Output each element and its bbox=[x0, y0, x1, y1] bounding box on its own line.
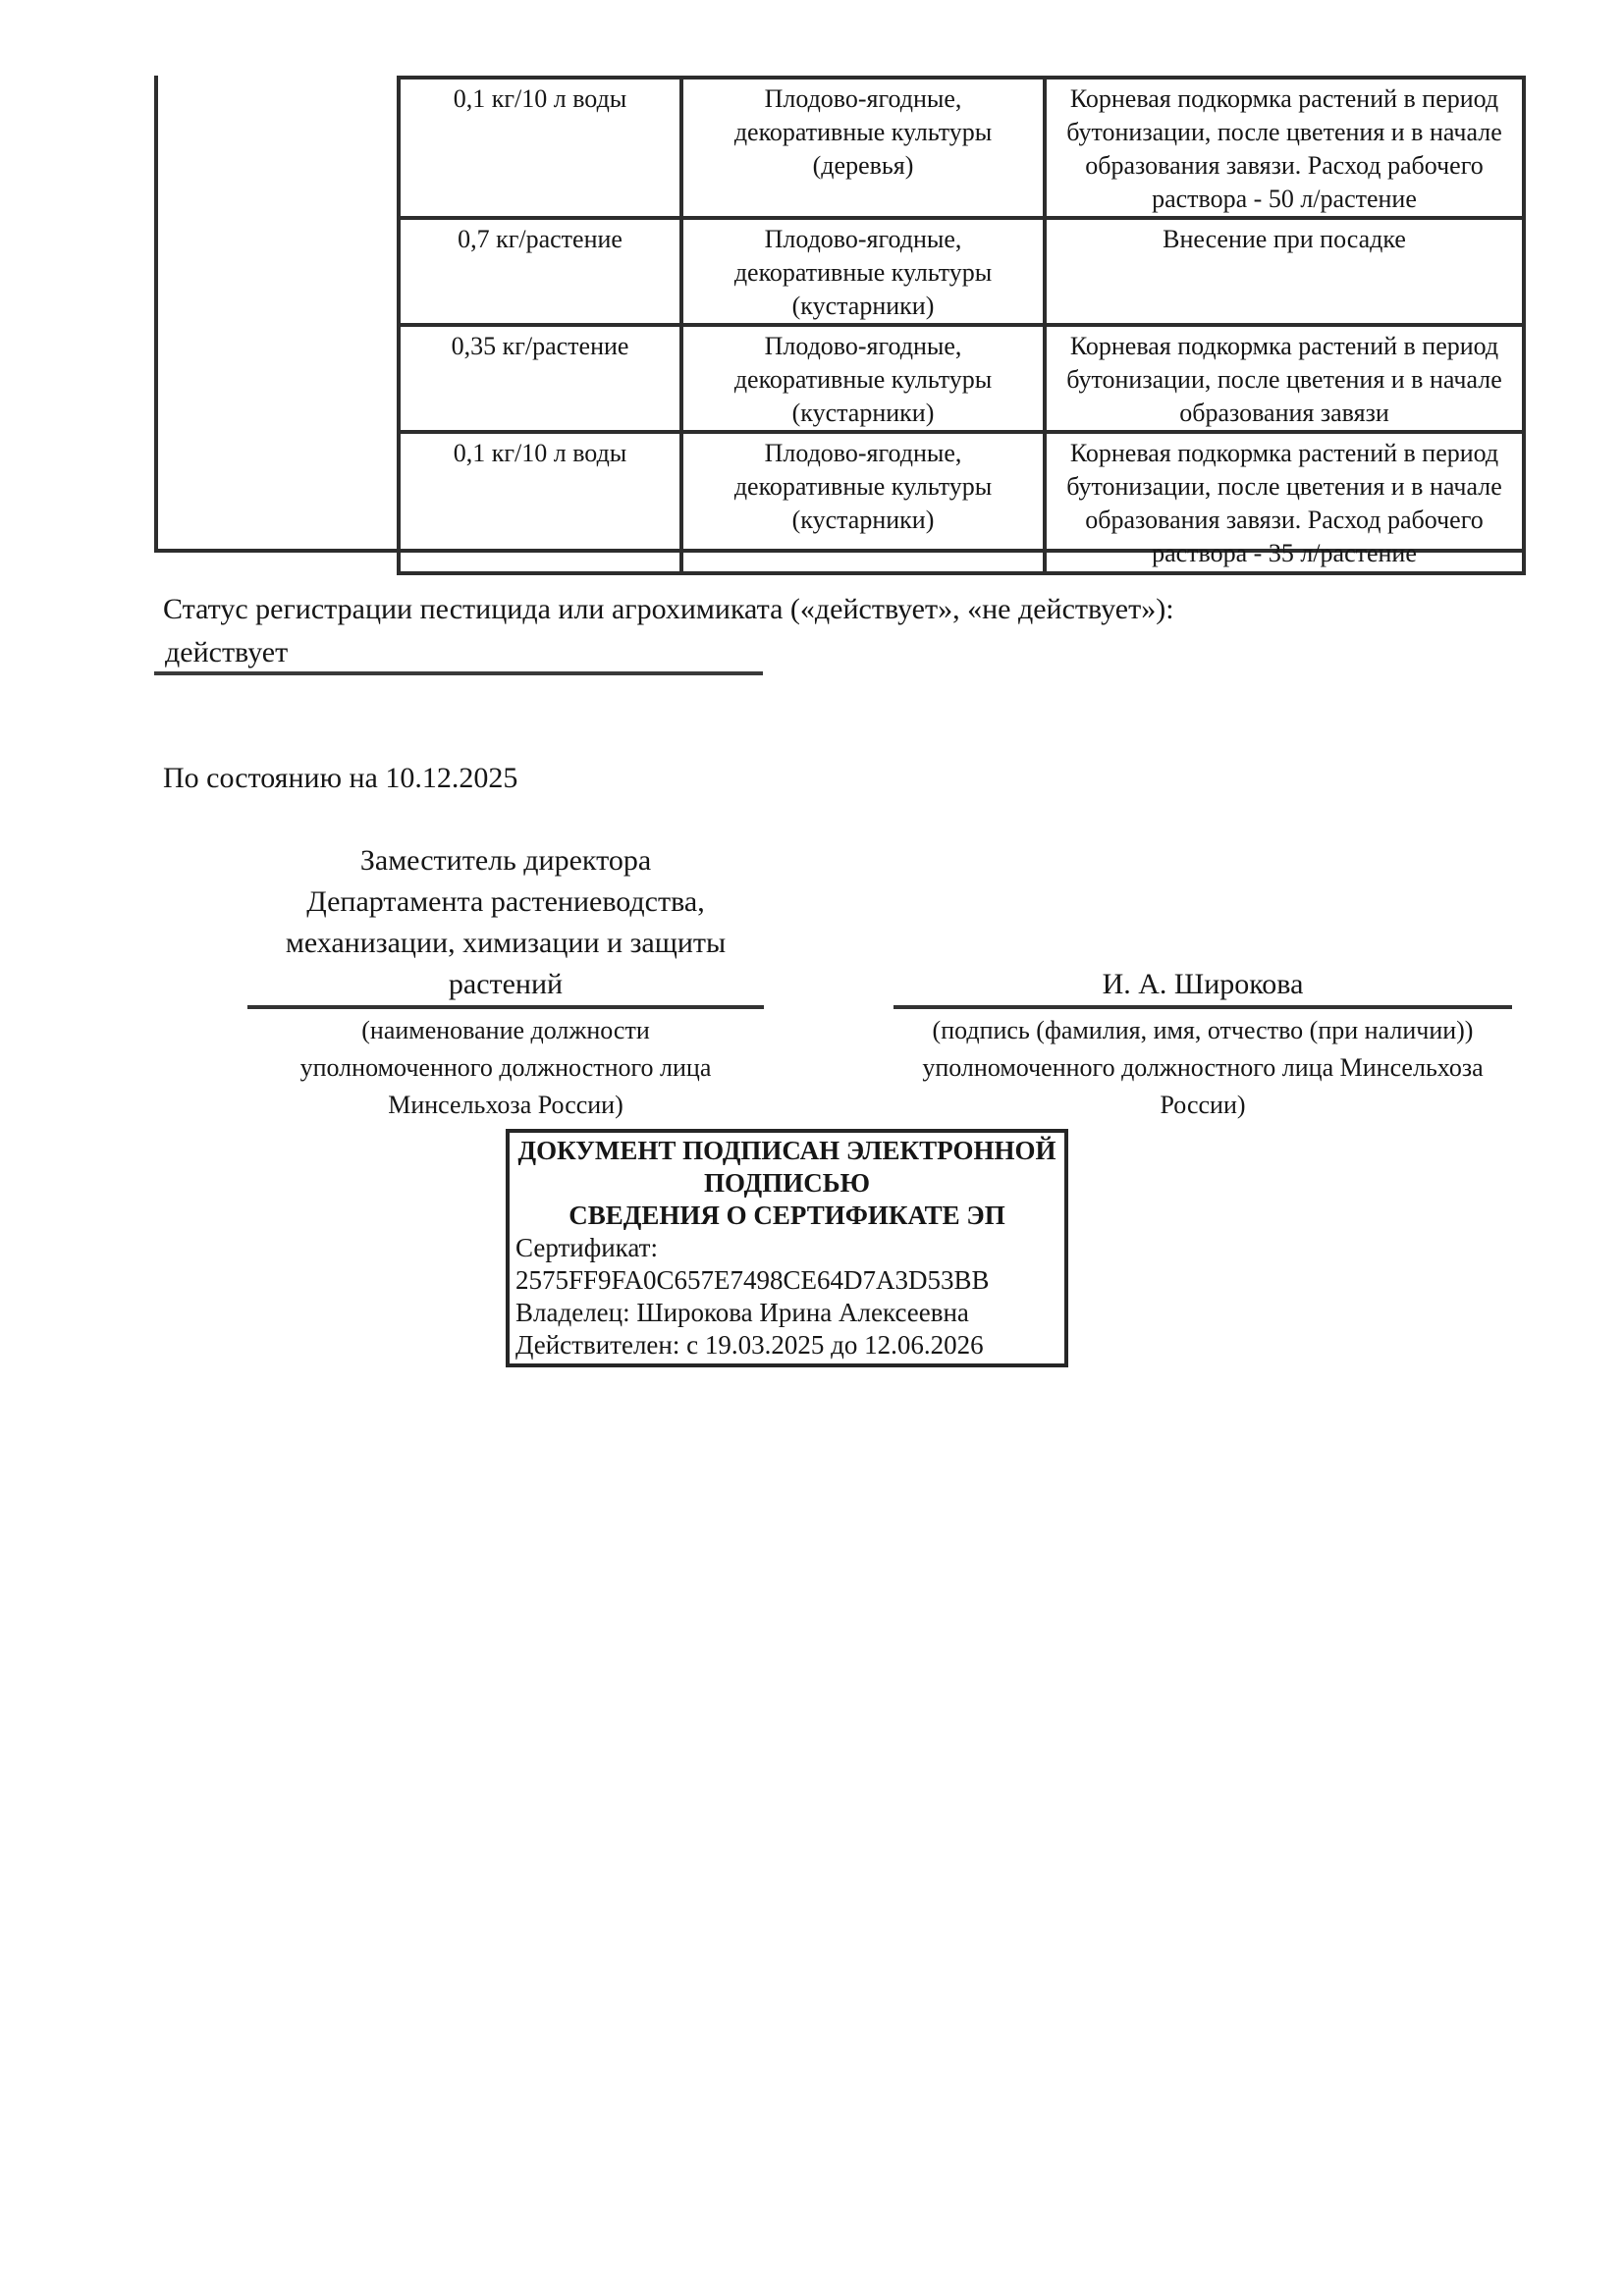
table-row bbox=[399, 432, 1524, 573]
crop-cell: Плодово-ягодные, декоративные культуры (кустарники) bbox=[681, 432, 1045, 573]
status-underline bbox=[154, 671, 763, 675]
table-row bbox=[399, 78, 1524, 218]
application-cell: Корневая подкормка растений в период бутонизации, после цветения и в начале образования завязи. Расход рабочего раствора - 35 л/растение bbox=[1045, 432, 1524, 573]
dose-cell: 0,35 кг/растение bbox=[399, 325, 681, 432]
application-cell: Корневая подкормка растений в период бутонизации, после цветения и в начале образования завязи. Расход рабочего раствора - 50 л/растение bbox=[1045, 78, 1524, 218]
cert-validity: Действителен: с 19.03.2025 до 12.06.2026 bbox=[515, 1330, 984, 1360]
table-row bbox=[399, 218, 1524, 325]
caption-line: уполномоченного должностного лица Минсельхоза bbox=[922, 1053, 1484, 1082]
dose-cell: 0,1 кг/10 л воды bbox=[399, 432, 681, 573]
registration-status-value: действует bbox=[165, 636, 289, 668]
table-outer-left-border bbox=[154, 76, 158, 553]
signature-caption bbox=[893, 1009, 1512, 1124]
crop-cell: Плодово-ягодные, декоративные культуры (кустарники) bbox=[681, 218, 1045, 325]
crop-cell: Плодово-ягодные, декоративные культуры (деревья) bbox=[681, 78, 1045, 218]
application-cell: Внесение при посадке bbox=[1045, 218, 1524, 325]
esign-info-header: СВЕДЕНИЯ О СЕРТИФИКАТЕ ЭП bbox=[568, 1201, 1005, 1230]
signer-name: И. А. Широкова bbox=[1102, 968, 1304, 1000]
cert-owner: Владелец: Широкова Ирина Алексеевна bbox=[515, 1298, 969, 1327]
signature-block bbox=[893, 964, 1512, 1124]
official-title-line: Департамента растениеводства, bbox=[306, 885, 705, 918]
official-title-block bbox=[247, 840, 764, 1124]
crop-cell: Плодово-ягодные, декоративные культуры (кустарники) bbox=[681, 325, 1045, 432]
cert-label: Сертификат: bbox=[515, 1233, 658, 1262]
official-title-line: Заместитель директора bbox=[359, 844, 652, 877]
caption-line: (подпись (фамилия, имя, отчество (при наличии)) bbox=[932, 1016, 1474, 1044]
application-cell: Корневая подкормка растений в период бутонизации, после цветения и в начале образования завязи bbox=[1045, 325, 1524, 432]
caption-line: России) bbox=[1160, 1091, 1246, 1119]
registration-status-label: Статус регистрации пестицида или агрохимиката («действует», «не действует»): bbox=[163, 593, 1174, 625]
caption-line: Минсельхоза России) bbox=[388, 1091, 623, 1119]
as-of-date: По состоянию на 10.12.2025 bbox=[163, 762, 518, 794]
esign-signed-header: ДОКУМЕНТ ПОДПИСАН ЭЛЕКТРОННОЙ ПОДПИСЬЮ bbox=[517, 1136, 1056, 1198]
esignature-certificate-box bbox=[506, 1129, 1068, 1367]
caption-line: (наименование должности bbox=[361, 1016, 650, 1044]
official-title-caption bbox=[247, 1009, 764, 1124]
official-title bbox=[247, 840, 764, 1005]
official-title-line: растений bbox=[448, 968, 564, 1000]
official-title-line: механизации, химизации и защиты bbox=[285, 927, 727, 959]
table-row bbox=[399, 325, 1524, 432]
dose-cell: 0,7 кг/растение bbox=[399, 218, 681, 325]
dose-cell: 0,1 кг/10 л воды bbox=[399, 78, 681, 218]
dosage-table bbox=[397, 76, 1526, 575]
cert-number: 2575FF9FA0C657E7498CE64D7A3D53BB bbox=[515, 1265, 990, 1295]
caption-line: уполномоченного должностного лица bbox=[299, 1053, 712, 1082]
